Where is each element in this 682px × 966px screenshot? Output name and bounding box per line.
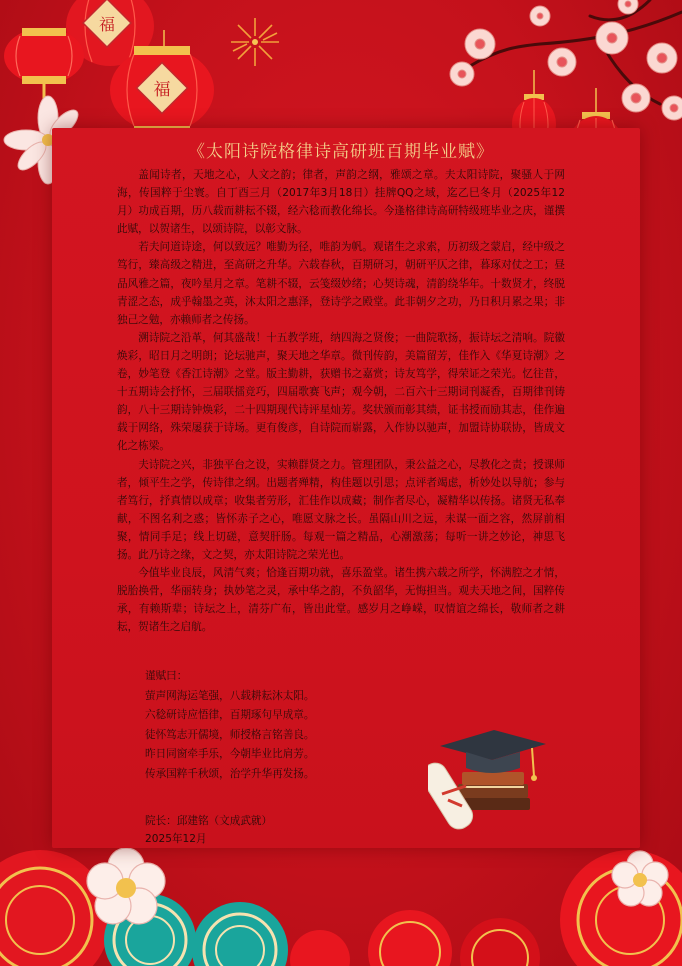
fu-character: 福 xyxy=(98,15,116,34)
signature-block xyxy=(145,812,272,848)
poem-line: 徒怀笃志开儒境，师授格言铭善良。 xyxy=(145,728,315,741)
poem-block xyxy=(145,667,315,784)
essay-body xyxy=(117,166,565,636)
books-icon xyxy=(458,772,530,810)
poem-line: 萤声网海运笔强，八载耕耘沐太阳。 xyxy=(145,689,315,702)
plum-blossom-icon xyxy=(87,848,165,924)
essay-paragraph: 溯诗院之沿革，何其盛哉！十五教学班，纳四海之贤俊；一曲院歌扬，振诗坛之清响。院徽焕彩，昭日月之明朗；论坛驰声，聚天地之华章。微刊传韵，美篇留芳，佳作入《华夏诗潮》之卷，妙笔登《香江诗潮》之堂。版主勤耕，获赠书之嘉赏；诗友笃学，得荣证之荣光。忆往昔，十五期诗会抒怀，三届联擂竞巧，四届歌赛飞声；观今朝，二百六十三期词刊凝香，百期律刊铸韵，八十三期诗钟焕彩，二十四期现代诗评星灿芳。奖状颁而彰其绩，证书授而励其志，佳作遍载于网络，殊荣屡获于诗场。更有俊彦，自诗院而崭露，入作协以驰声，加盟诗协联协，皆成文化之栋梁。 xyxy=(117,331,565,453)
essay-paragraph: 夫诗院之兴，非独平台之设，实赖群贤之力。管理团队，秉公益之心，尽教化之责；授课师者，倾平生之学，传诗律之纲。出题者殚精，构佳题以引思；点评者竭虑，析妙处以导航；参与者笃行，抒真情以成章；收集者劳形，汇佳作以成藏；制作者尽心，凝精华以传扬。诸贤无私奉献，不图名利之惑；皆怀赤子之心，唯愿文脉之长。虽隔山川之远，未谋一面之容，然屏前相聚，情同手足；线上切磋，意契肝肠。每观一篇之精品，心潮激荡；每听一讲之妙论，神思飞扬。此乃诗之缘，文之契，亦太阳诗院之荣光也。 xyxy=(117,458,565,561)
plum-blossom-icon xyxy=(450,0,682,120)
poem-line: 昨日同窗牵手乐，今朝毕业比肩芳。 xyxy=(145,748,315,760)
firework-icon xyxy=(231,18,279,66)
signature-date: 2025年12月 xyxy=(145,833,207,845)
essay-paragraph: 盖闻诗者，天地之心，人文之韵；律者，声韵之纲，雅颂之章。夫太阳诗院，聚骚人于网海，传国粹于尘寰。自丁酉三月（2017年3月18日）挂牌QQ之域，迄乙巳冬月（2025年12月）功成百期，历八载而耕耘不辍，经六稔而教化绵长。今逢格律诗高研特级班毕业之庆，谨撰此赋，以贺诸生，以颂诗院，以彰文脉。 xyxy=(117,169,565,236)
signature-author: 院长：邱建铭（文成武就） xyxy=(145,815,273,827)
poem-line: 六稔研诗应悟律，百期琢句早成章。 xyxy=(145,709,315,721)
fu-character: 福 xyxy=(153,80,171,100)
graduation-illustration xyxy=(428,724,552,834)
page-title: 《太阳诗院格律诗高研班百期毕业赋》 xyxy=(188,142,494,162)
essay-paragraph: 今值毕业良辰，风清气爽；恰逢百期功就，喜乐盈堂。诸生携六载之所学，怀满腔之才情，脱胎换骨，华丽转身；执妙笔之灵，承中华之韵，不负韶华，无悔担当。观夫天地之间，国粹传承，有赖斯辈；诗坛之上，清芬广布，皆出此堂。感岁月之峥嵘，叹情谊之绵长，敬师者之耕耘，贺诸生之启航。 xyxy=(117,567,565,634)
essay-paragraph: 若夫问道诗途，何以致远？唯勤为径，唯韵为帆。观诸生之求索，历初级之蒙启，经中级之笃行，臻高级之精进，至高研之升华。六载春秋，百期研习，朝研平仄之律，暮琢对仗之工；昼品风雅之篇，夜吟星月之章。笔耕不辍，云笺缀妙绪；心契诗魂，清韵绕华年。十数贤才，终脱青涩之态，成乎翰墨之英，沐太阳之惠泽，登诗学之殿堂。此非朝夕之功，乃日积月累之果；非独己之勉，亦赖师者之传扬。 xyxy=(117,241,565,326)
poem-line: 传承国粹千秋颂，治学升华再发扬。 xyxy=(145,767,315,780)
poem-intro: 谨赋曰： xyxy=(145,670,188,682)
